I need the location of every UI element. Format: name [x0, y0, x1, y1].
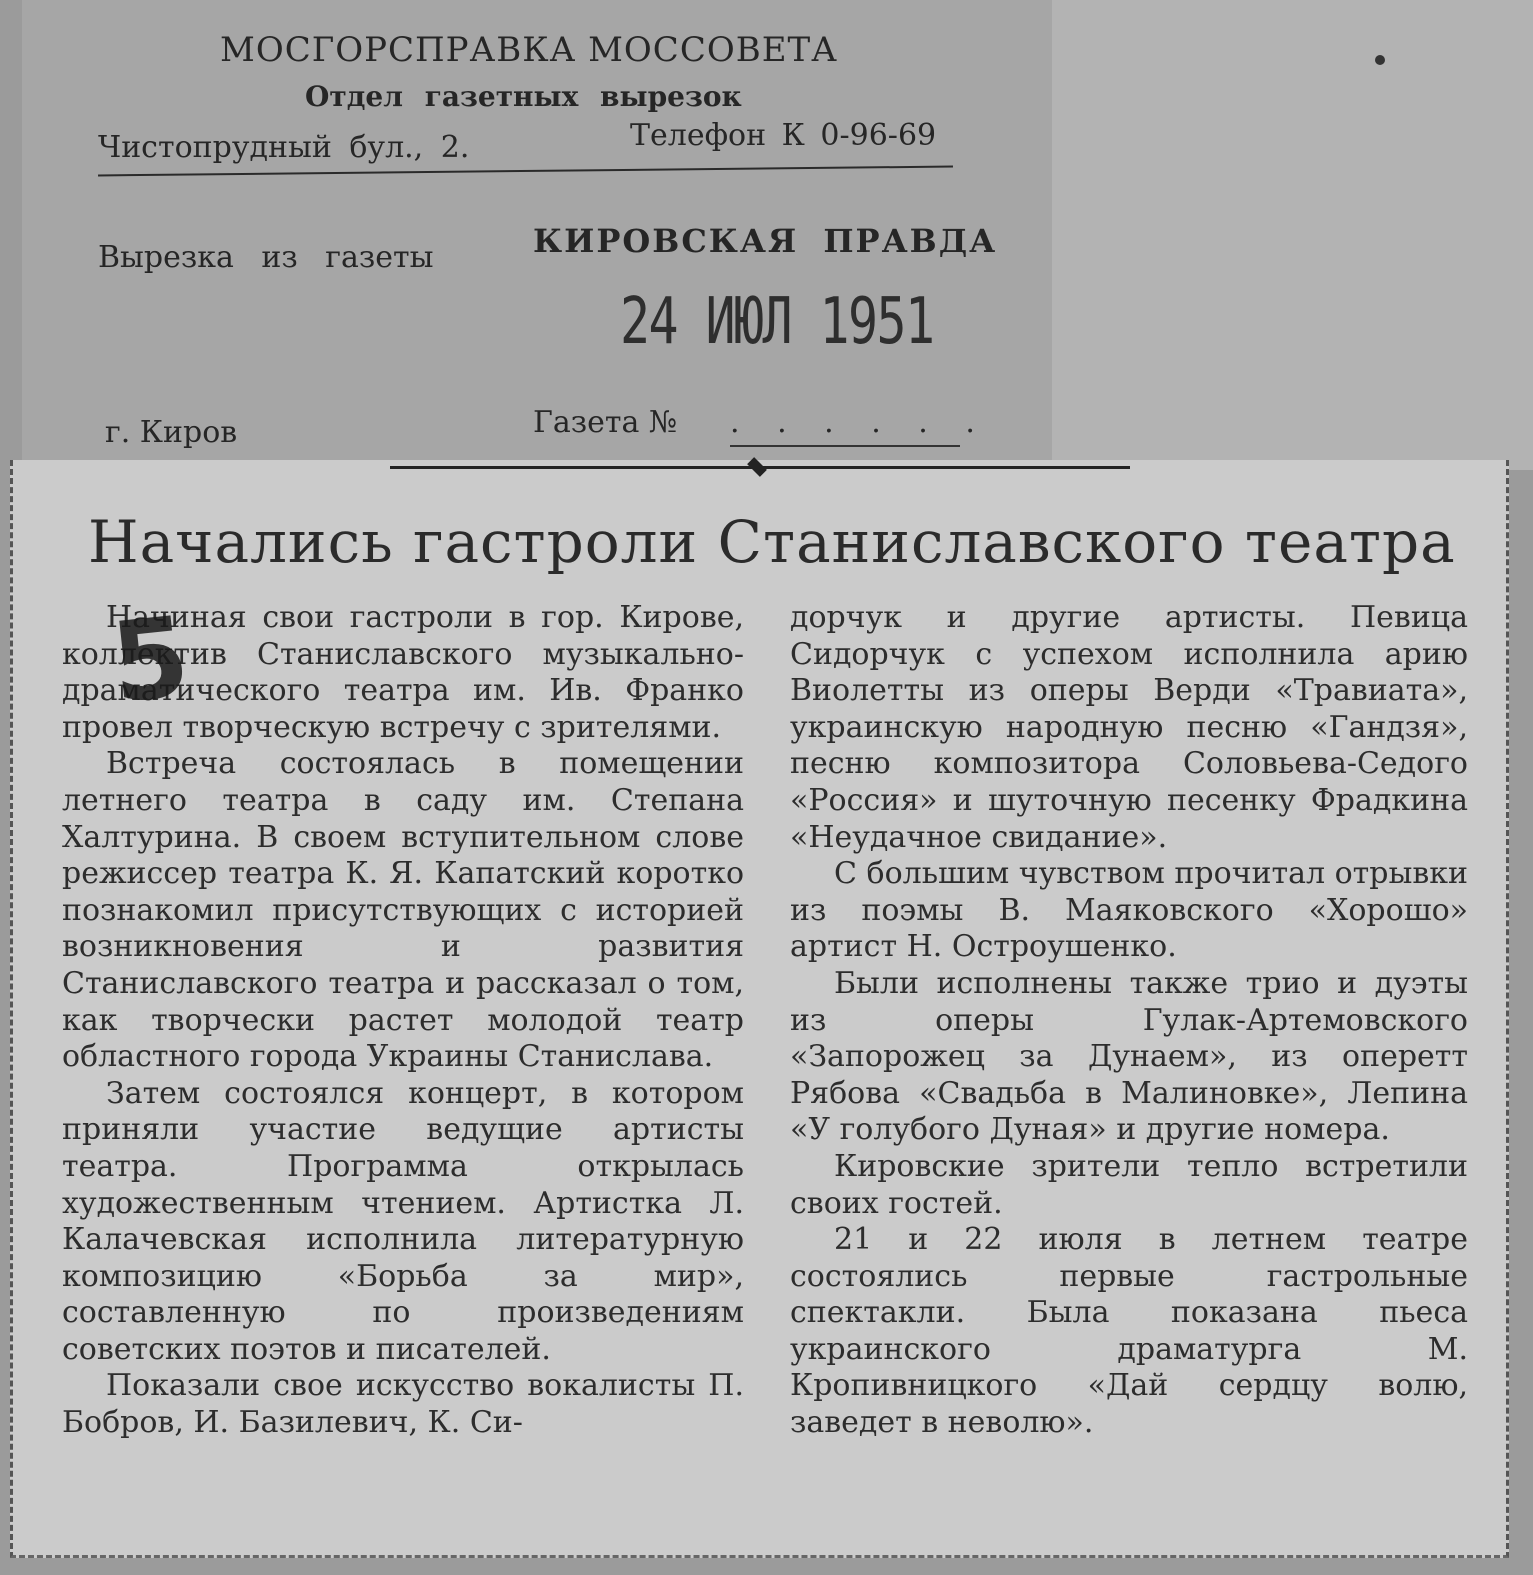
article-paragraph: дорчук и другие артисты. Певица Сидорчук с успехом исполнила арию Виолетты из оперы Верди «Травиата», украинскую народную песню «Гандзя», песню композитора Соловьева-Седого «Россия» и шуточную песенку Фрадкина «Неудачное свидание». [790, 600, 1468, 855]
article-column-right [790, 600, 1468, 1442]
article-paragraph: Начиная свои гастроли в гор. Кирове, коллектив Станиславского музыкально-драматического театра им. Ив. Франко провел творческую встречу с зрителями. [62, 600, 744, 745]
ink-dot [1375, 55, 1385, 65]
article-column-left [62, 600, 744, 1442]
article-headline: Начались гастроли Станиславского театра [88, 508, 1456, 576]
handwritten-number-mark: 5 [105, 592, 196, 728]
article-paragraph: Затем состоялся концерт, в котором приняли участие ведущие артисты театра. Программа открылась художественным чтением. Артистка Л. Калачевская исполнила литературную композицию «Борьба за мир», составленную по произведениям советских поэтов и писателей. [62, 1075, 744, 1367]
issue-number-blank: . . . . . . [730, 405, 989, 440]
article-paragraph: 21 и 22 июля в летнем театре состоялись первые гастрольные спектакли. Была показана пьеса украинского драматурга М. Кропивницкого «Дай сердцу волю, заведет в неволю». [790, 1222, 1468, 1441]
issue-number-underline [730, 445, 960, 447]
city-label: г. Киров [105, 415, 238, 450]
bureau-department: Отдел газетных вырезок [305, 80, 742, 113]
date-stamp: 24 ИЮЛ 1951 [620, 285, 934, 359]
bureau-phone: Телефон К 0-96-69 [630, 118, 937, 153]
bureau-name: МОСГОРСПРАВКА МОССОВЕТА [220, 30, 838, 70]
blank-paper-area [1052, 0, 1533, 470]
article-paragraph: С большим чувством прочитал отрывки из поэмы В. Маяковского «Хорошо» артист Н. Остроушенко. [790, 856, 1468, 965]
article-paragraph: Показали свое искусство вокалисты П. Бобров, И. Базилевич, К. Си- [62, 1368, 744, 1441]
issue-number-label: Газета № [533, 405, 678, 440]
newspaper-name: КИРОВСКАЯ ПРАВДА [533, 222, 998, 260]
cut-from-label: Вырезка из газеты [98, 240, 434, 275]
bureau-address: Чистопрудный бул., 2. [98, 130, 470, 165]
article-paragraph: Были исполнены также трио и дуэты из оперы Гулак-Артемовского «Запорожец за Дунаем», из оперетт Рябова «Свадьба в Малиновке», Лепина «У голубого Дуная» и другие номера. [790, 965, 1468, 1148]
article-paragraph: Кировские зрители тепло встретили своих гостей. [790, 1148, 1468, 1221]
article-paragraph: Встреча состоялась в помещении летнего театра в саду им. Степана Халтурина. В своем вступительном слове режиссер театра К. Я. Капатский коротко познакомил присутствующих с историей возникновения и развития Станиславского театра и рассказал о том, как творчески растет молодой театр областного города Украины Станислава. [62, 746, 744, 1075]
